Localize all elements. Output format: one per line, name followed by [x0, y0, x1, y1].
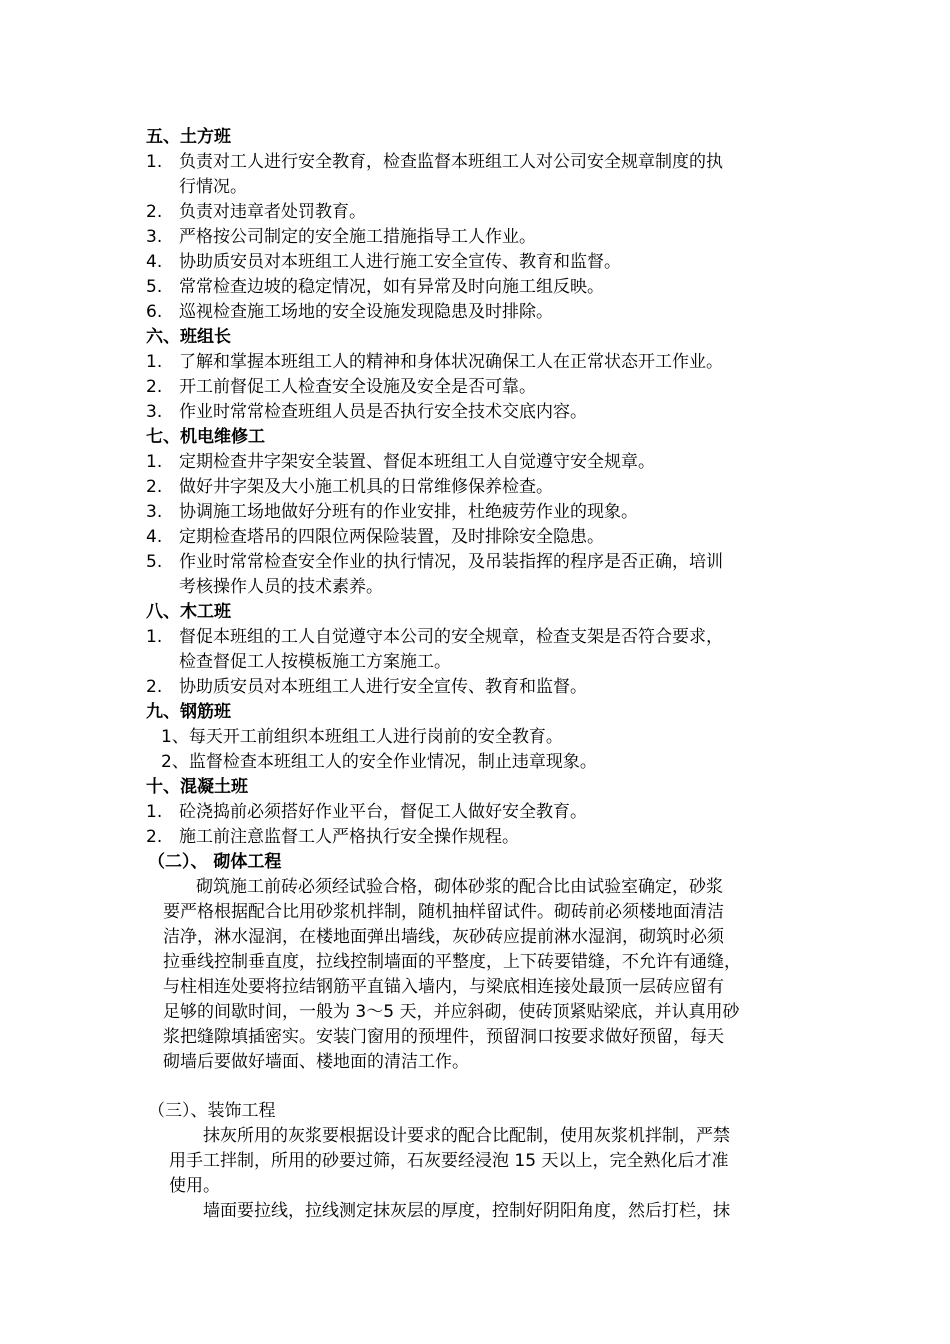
item-number: 2. — [146, 677, 163, 697]
item-number: 3. — [146, 402, 163, 422]
item-number: 2. — [146, 202, 163, 222]
item-text: 了解和掌握本班组工人的精神和身体状况确保工人在正常状态开工作业。 — [179, 352, 723, 372]
item-text-continued: 行情况。 — [179, 177, 247, 197]
list-item — [146, 300, 553, 325]
item-text: 定期检查塔吊的四限位两保险装置，及时排除安全隐患。 — [179, 527, 604, 547]
item-number: 1. — [146, 452, 163, 472]
list-item — [146, 275, 604, 300]
section-title-masonry: （二）、 砌体工程 — [148, 852, 282, 872]
list-item — [146, 150, 723, 175]
paragraph-line: 用手工拌制，所用的砂要过筛，石灰要经浸泡 15 天以上，完全熟化后才准 — [169, 1151, 729, 1171]
paragraph-line: 墙面要拉线，拉线测定抹灰层的厚度，控制好阴阳角度，然后打栏，抹 — [203, 1201, 730, 1221]
list-item — [146, 800, 587, 825]
item-number: 5. — [146, 277, 163, 297]
paragraph-line: 浆把缝隙填插密实。安装门窗用的预埋件，预留洞口按要求做好预留，每天 — [163, 1027, 724, 1047]
list-item — [146, 625, 723, 650]
paragraph-line: 抹灰所用的灰浆要根据设计要求的配合比配制，使用灰浆机拌制，严禁 — [203, 1126, 730, 1146]
list-item — [146, 450, 655, 475]
paragraph-line: 拉垂线控制垂直度，拉线控制墙面的平整度，上下砖要错缝，不允许有通缝， — [163, 952, 741, 972]
item-text: 协调施工场地做好分班有的作业安排，杜绝疲劳作业的现象。 — [179, 502, 638, 522]
item-text: 督促本班组的工人自觉遵守本公司的安全规章，检查支架是否符合要求， — [179, 627, 723, 647]
item-text: 做好井字架及大小施工机具的日常维修保养检查。 — [179, 477, 553, 497]
paragraph-line: 使用。 — [169, 1176, 220, 1196]
paragraph-line: 要严格根据配合比用砂浆机拌制，随机抽样留试件。砌砖前必须楼地面清洁 — [163, 902, 724, 922]
item-number: 5. — [146, 552, 163, 572]
item-text: 作业时常常检查安全作业的执行情况，及吊装指挥的程序是否正确，培训 — [179, 552, 723, 572]
item-text: 常常检查边坡的稳定情况，如有异常及时向施工组反映。 — [179, 277, 604, 297]
list-item — [146, 675, 587, 700]
paragraph-line: 洁净，淋水湿润，在楼地面弹出墙线，灰砂砖应提前淋水湿润，砌筑时必须 — [163, 927, 724, 947]
item-text: 协助质安员对本班组工人进行施工安全宣传、教育和监督。 — [179, 252, 621, 272]
item-number: 3. — [146, 502, 163, 522]
item-text: 定期检查井字架安全装置、督促本班组工人自觉遵守安全规章。 — [179, 452, 655, 472]
section-title-carpentry: 八、木工班 — [146, 602, 231, 622]
item-text: 作业时常常检查班组人员是否执行安全技术交底内容。 — [179, 402, 587, 422]
item-text: 严格按公司制定的安全施工措施指导工人作业。 — [179, 227, 536, 247]
list-item: 1、每天开工前组织本班组工人进行岗前的安全教育。 — [161, 727, 563, 747]
item-number: 2. — [146, 827, 163, 847]
item-text: 负责对工人进行安全教育，检查监督本班组工人对公司安全规章制度的执 — [179, 152, 723, 172]
item-number: 1. — [146, 152, 163, 172]
section-title-rebar: 九、钢筋班 — [146, 702, 231, 722]
item-number: 1. — [146, 802, 163, 822]
item-number: 2. — [146, 477, 163, 497]
section-title-concrete: 十、混凝土班 — [146, 777, 248, 797]
list-item — [146, 225, 536, 250]
list-item — [146, 375, 536, 400]
item-text: 协助质安员对本班组工人进行安全宣传、教育和监督。 — [179, 677, 587, 697]
list-item — [146, 475, 553, 500]
list-item — [146, 400, 587, 425]
item-number: 3. — [146, 227, 163, 247]
section-title-earthwork: 五、土方班 — [146, 127, 231, 147]
list-item: 2、监督检查本班组工人的安全作业情况，制止违章现象。 — [161, 752, 597, 772]
paragraph-line: 砌筑施工前砖必须经试验合格，砌体砂浆的配合比由试验室确定，砂浆 — [196, 877, 723, 897]
list-item — [146, 350, 723, 375]
item-text: 负责对违章者处罚教育。 — [179, 202, 366, 222]
list-item — [146, 550, 723, 575]
item-text-continued: 考核操作人员的技术素养。 — [179, 577, 383, 597]
item-text: 砼浇捣前必须搭好作业平台，督促工人做好安全教育。 — [179, 802, 587, 822]
item-text: 巡视检查施工场地的安全设施发现隐患及时排除。 — [179, 302, 553, 322]
item-text: 施工前注意监督工人严格执行安全操作规程。 — [179, 827, 519, 847]
list-item — [146, 200, 366, 225]
item-number: 2. — [146, 377, 163, 397]
item-number: 4. — [146, 252, 163, 272]
item-text-continued: 检查督促工人按模板施工方案施工。 — [179, 652, 451, 672]
section-title-decoration: （三）、装饰工程 — [148, 1101, 276, 1121]
list-item — [146, 250, 621, 275]
list-item — [146, 525, 604, 550]
paragraph-line: 足够的间歇时间，一般为 3～5 天，并应斜砌，使砖顶紧贴梁底，并认真用砂 — [163, 1002, 740, 1022]
paragraph-line: 砌墙后要做好墙面、楼地面的清洁工作。 — [163, 1052, 469, 1072]
section-title-team-leader: 六、班组长 — [146, 327, 231, 347]
section-title-electromechanical: 七、机电维修工 — [146, 427, 265, 447]
paragraph-line: 与柱相连处要将拉结钢筋平直锚入墙内，与梁底相连接处最顶一层砖应留有 — [163, 977, 724, 997]
list-item — [146, 500, 638, 525]
item-number: 6. — [146, 302, 163, 322]
item-text: 开工前督促工人检查安全设施及安全是否可靠。 — [179, 377, 536, 397]
item-number: 4. — [146, 527, 163, 547]
list-item — [146, 825, 519, 850]
item-number: 1. — [146, 352, 163, 372]
item-number: 1. — [146, 627, 163, 647]
